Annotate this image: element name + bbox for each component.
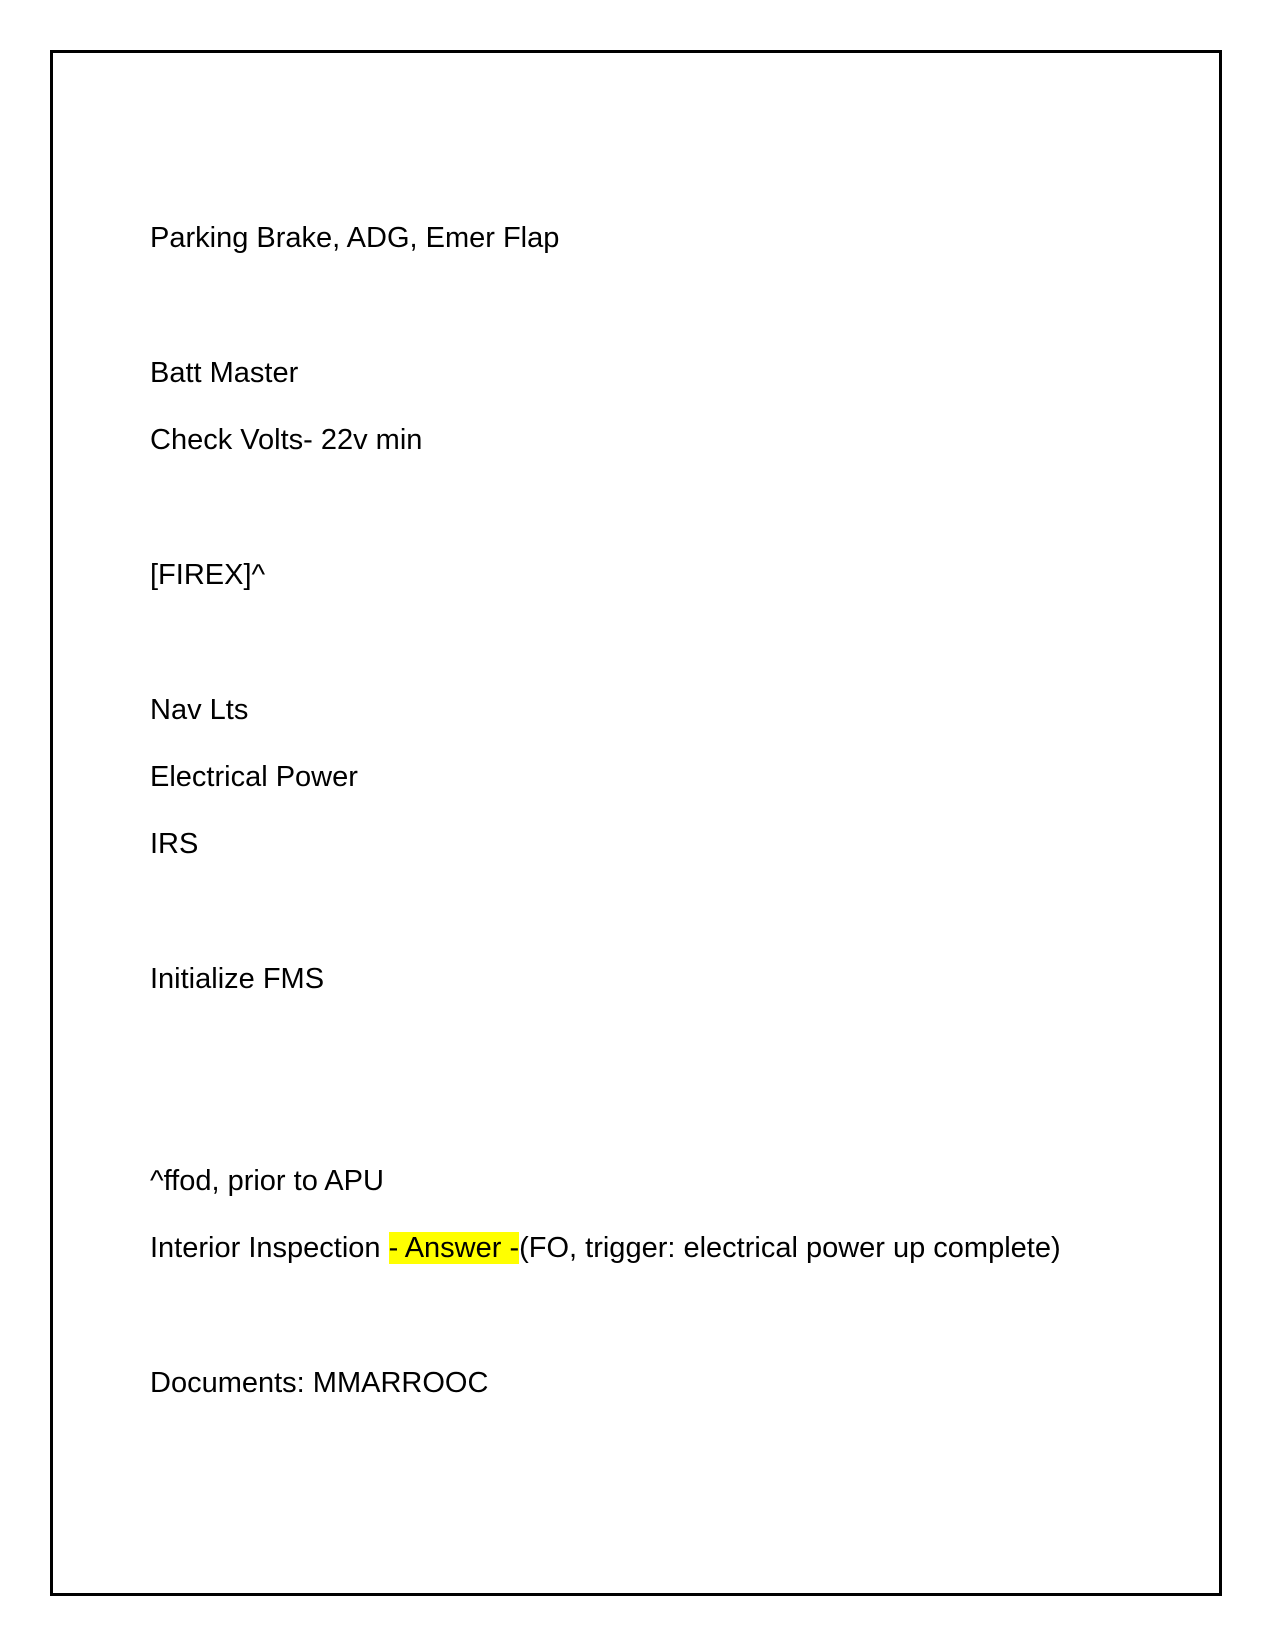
answer-highlight: - Answer -: [388, 1232, 520, 1264]
checklist-line-nav-lts: Nav Lts: [150, 694, 249, 726]
checklist-line-parking-brake: Parking Brake, ADG, Emer Flap: [150, 222, 560, 254]
interior-inspection-label: Interior Inspection: [150, 1232, 389, 1264]
checklist-line-batt-master: Batt Master: [150, 357, 299, 389]
checklist-line-firex: [FIREX]^: [150, 559, 266, 591]
interior-inspection-note: (FO, trigger: electrical power up complete): [519, 1232, 1061, 1264]
checklist-line-electrical-power: Electrical Power: [150, 761, 358, 793]
checklist-line-initialize-fms: Initialize FMS: [150, 963, 325, 995]
checklist-line-irs: IRS: [150, 828, 199, 860]
checklist-line-interior-inspection: [150, 1231, 1061, 1265]
page-border: [50, 50, 1222, 1596]
checklist-line-check-volts: Check Volts- 22v min: [150, 424, 423, 456]
checklist-line-ffod: ^ffod, prior to APU: [150, 1165, 384, 1197]
checklist-line-documents: Documents: MMARROOC: [150, 1367, 489, 1399]
